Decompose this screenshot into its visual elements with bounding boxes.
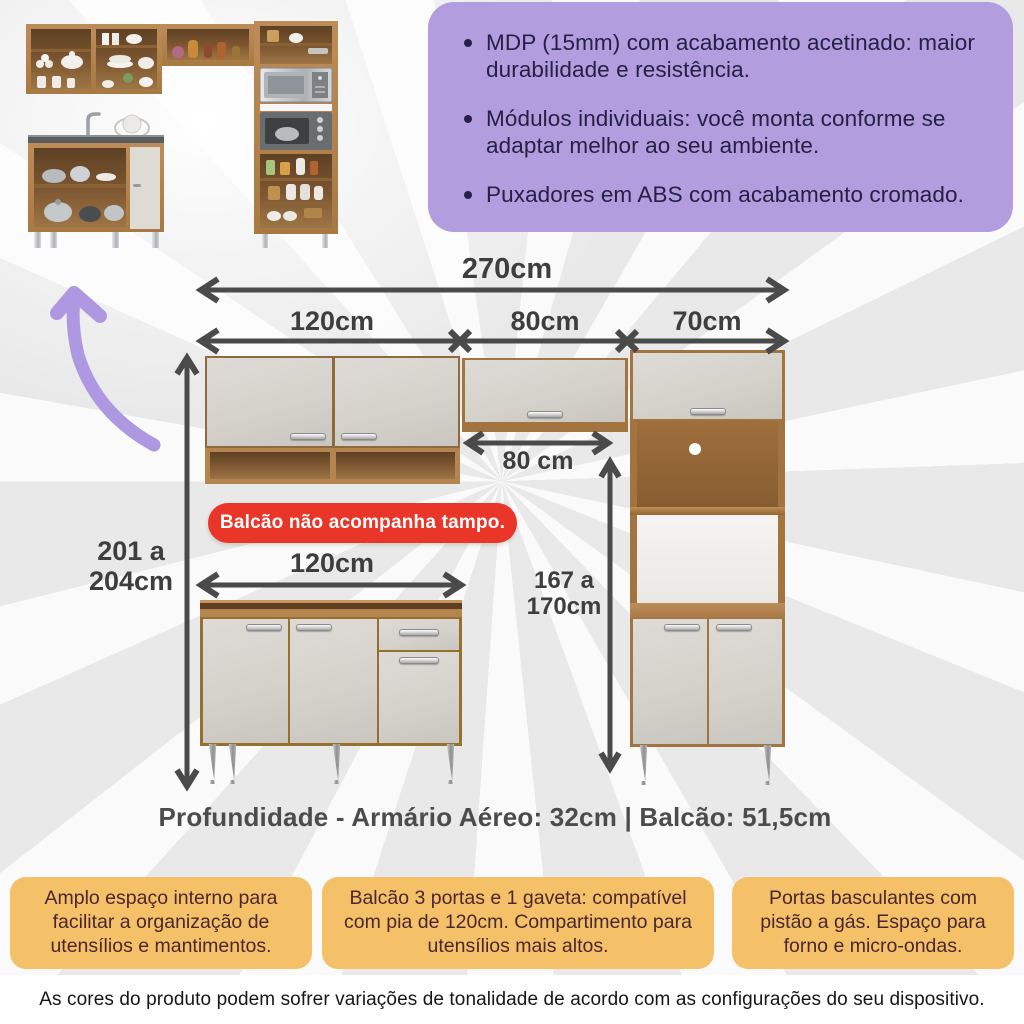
tall-cabinet-shelf xyxy=(630,507,785,515)
info-box-balcao xyxy=(322,877,714,969)
door-handle xyxy=(716,624,752,631)
tall-cabinet-band xyxy=(630,603,785,618)
cable-hole xyxy=(689,443,701,455)
door-handle xyxy=(399,657,439,664)
dim-total-height xyxy=(66,537,196,596)
bullet-icon xyxy=(464,191,472,199)
tall-cabinet-flip-door xyxy=(633,353,782,419)
door-handle xyxy=(246,624,282,631)
dim-total-width: 270cm xyxy=(461,253,553,285)
balcao-door-3 xyxy=(379,652,459,743)
color-disclaimer-bar xyxy=(0,975,1024,1024)
door-handle xyxy=(341,433,377,440)
dim-balcao-width: 120cm xyxy=(289,548,375,578)
feature-item xyxy=(462,29,985,84)
no-countertop-badge xyxy=(208,503,517,543)
tall-cabinet-door-right xyxy=(709,619,782,744)
dim-wall-width: 120cm xyxy=(289,306,375,336)
info-text: Portas basculantes com pistão a gás. Espaço para forno e micro-ondas. xyxy=(760,887,986,957)
feature-item xyxy=(462,181,985,208)
shelf-divider xyxy=(330,452,336,479)
dim-tall-height xyxy=(504,568,624,621)
drawer-handle xyxy=(399,629,439,636)
purple-curved-arrow-icon xyxy=(30,265,190,465)
microwave-niche xyxy=(637,421,778,507)
balcao-drawer xyxy=(379,619,459,650)
dim-line: 201 a xyxy=(97,536,165,566)
info-text: Balcão 3 portas e 1 gaveta: compatível com pia de 120cm. Compartimento para utensílios mais altos. xyxy=(344,887,692,957)
dim-line: 170cm xyxy=(526,593,602,621)
balcao-door-2 xyxy=(290,619,377,743)
diagram-tall-cabinet xyxy=(630,350,785,747)
info-box-doors xyxy=(732,877,1014,969)
feature-text: Puxadores em ABS com acabamento cromado. xyxy=(486,181,964,207)
door-handle xyxy=(690,408,726,415)
bullet-icon xyxy=(464,115,472,123)
dim-mid-width: 80cm xyxy=(510,306,580,336)
feature-text: MDP (15mm) com acabamento acetinado: maior durabilidade e resistência. xyxy=(486,30,975,83)
diagram-wall-cabinet xyxy=(205,356,460,484)
feature-text: Módulos individuais: você monta conforme se adaptar melhor ao seu ambiente. xyxy=(486,105,946,159)
door-handle xyxy=(290,433,326,440)
diagram-base-cabinet xyxy=(200,600,462,746)
middle-cabinet-flip-door xyxy=(465,360,625,422)
cabinet-leg xyxy=(207,744,218,784)
dim-inner-width: 80 cm xyxy=(502,447,574,475)
balcao-open-top xyxy=(200,600,462,617)
door-handle xyxy=(664,624,700,631)
wall-cabinet-door-right xyxy=(335,358,458,446)
info-box-storage xyxy=(10,877,312,969)
badge-text: Balcão não acompanha tampo. xyxy=(219,512,506,533)
info-text: Amplo espaço interno para facilitar a organização de utensílios e mantimentos. xyxy=(44,887,278,957)
diagram-middle-cabinet xyxy=(462,358,628,432)
tall-cabinet-open-compartment xyxy=(637,515,778,603)
dim-line: 167 a xyxy=(533,567,595,594)
cabinet-leg xyxy=(762,745,773,785)
wall-cabinet-open-shelf xyxy=(205,448,460,484)
depth-note: Profundidade - Armário Aéreo: 32cm | Balcão: 51,5cm xyxy=(158,802,832,832)
disclaimer-text: As cores do produto podem sofrer variações de tonalidade de acordo com as configurações do seu dispositivo. xyxy=(39,988,985,1010)
feature-item xyxy=(462,105,985,160)
cabinet-leg xyxy=(638,745,649,785)
cabinet-leg xyxy=(445,744,456,784)
features-panel xyxy=(428,2,1013,232)
product-photo-illustration xyxy=(12,16,422,261)
cabinet-leg xyxy=(331,744,342,784)
door-handle xyxy=(527,411,563,418)
cabinet-leg xyxy=(227,744,238,784)
features-list xyxy=(462,29,985,208)
door-handle xyxy=(296,624,332,631)
dim-tall-width: 70cm xyxy=(672,306,742,336)
dim-line: 204cm xyxy=(88,565,174,596)
tall-cabinet-door-left xyxy=(633,619,707,744)
bullet-icon xyxy=(464,39,472,47)
wall-cabinet-door-left xyxy=(207,358,332,446)
balcao-door-1 xyxy=(203,619,288,743)
